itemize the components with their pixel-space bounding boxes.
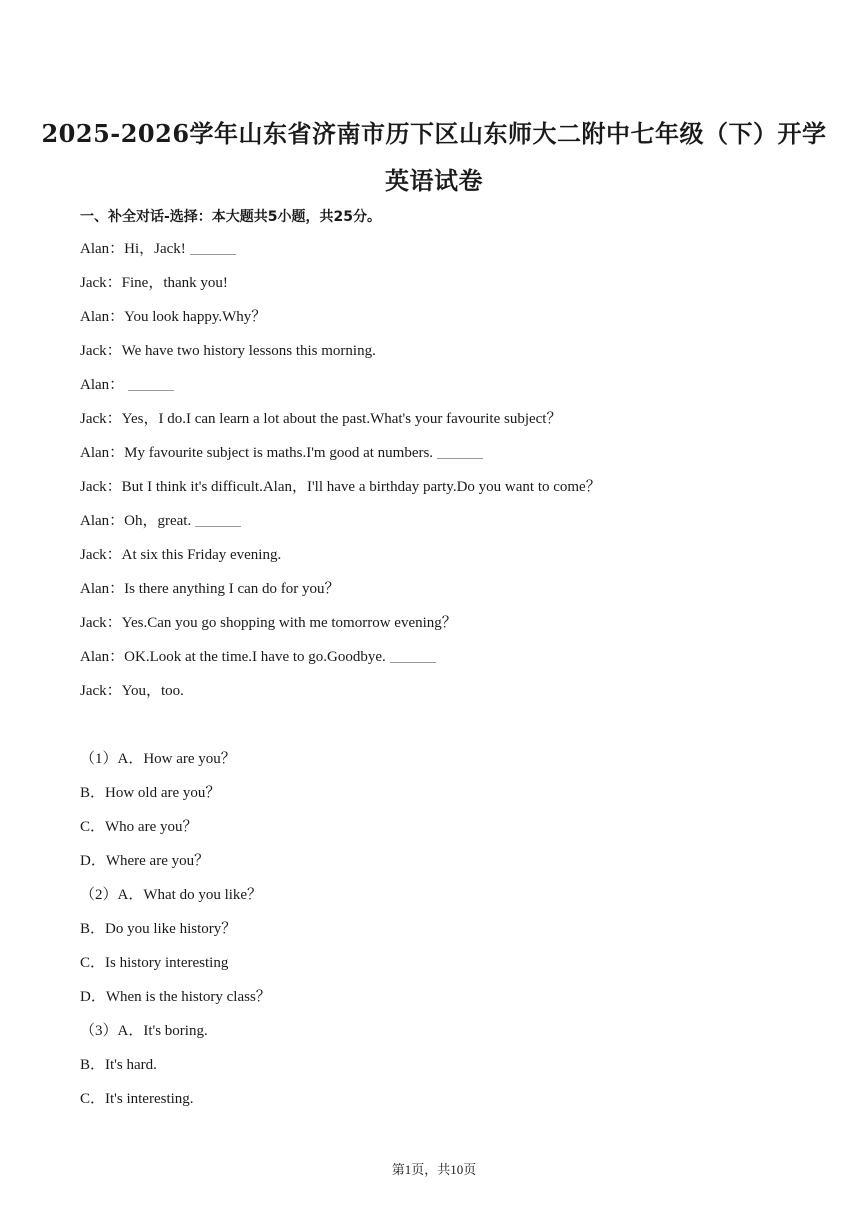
dialogue-line (80, 614, 457, 632)
dialogue-text: Alan：Oh，great. (80, 513, 192, 529)
dialogue-line (80, 410, 561, 428)
dialogue-text: Alan： (80, 377, 125, 393)
dialogue-text: Jack：At six this Friday evening. (80, 547, 282, 563)
dialogue-line (80, 682, 184, 700)
dialogue-line (80, 478, 601, 496)
dialogue-line (80, 580, 340, 598)
dialogue-line (80, 342, 376, 360)
dialogue-text: Alan：My favourite subject is maths.I'm good at numbers. (80, 445, 434, 461)
dialogue-line (80, 376, 174, 394)
dialogue-line (80, 648, 436, 666)
dialogue-line (80, 512, 241, 530)
answer-blank (128, 389, 174, 391)
dialogue-text: Jack：Fine，thank you! (80, 275, 228, 291)
dialogue-text: Alan：Is there anything I can do for you？ (80, 581, 340, 597)
dialogue-text: Jack：You，too. (80, 683, 184, 699)
dialogue-line (80, 274, 228, 292)
option-line: （3）A．It's boring. (80, 1023, 208, 1039)
dialogue-line (80, 546, 281, 564)
option-line: D．Where are you？ (80, 853, 210, 869)
option-line: B．How old are you？ (80, 785, 221, 801)
dialogue-line (80, 444, 483, 462)
dialogue-line (80, 308, 266, 326)
option-line: B．Do you like history？ (80, 921, 237, 937)
dialogue-text: Alan：OK.Look at the time.I have to go.Goodbye. (80, 649, 386, 665)
answer-blank (437, 457, 483, 459)
answer-blank (195, 525, 241, 527)
page-footer: 第1页，共10页 (391, 1162, 477, 1177)
section-1-header: 一、补全对话-选择：本大题共5小题，共25分。 (80, 209, 382, 225)
option-line: C．It's interesting. (80, 1091, 194, 1107)
dialogue-text: Jack：We have two history lessons this morning. (80, 343, 376, 359)
answer-blank (390, 661, 436, 663)
dialogue-text: Alan：You look happy.Why？ (80, 309, 267, 325)
answer-blank (190, 253, 236, 255)
option-line: B．It's hard. (80, 1057, 157, 1073)
option-line: D．When is the history class？ (80, 989, 271, 1005)
dialogue-text: Jack：Yes.Can you go shopping with me tomorrow evening？ (80, 615, 457, 631)
dialogue-line (80, 240, 236, 258)
dialogue-text: Jack：Yes，I do.I can learn a lot about the past.What's your favourite subject？ (80, 411, 562, 427)
exam-title-line-2: 英语试卷 (385, 166, 483, 195)
option-line: C．Who are you？ (80, 819, 198, 835)
option-line: C．Is history interesting (80, 955, 229, 971)
dialogue-text: Alan：Hi，Jack! (80, 241, 186, 257)
option-line: （2）A．What do you like？ (80, 887, 263, 903)
dialogue-text: Jack：But I think it's difficult.Alan，I'll have a birthday party.Do you want to come？ (80, 479, 601, 495)
exam-title-line-1: 2025-2026学年山东省济南市历下区山东师大二附中七年级（下）开学 (41, 119, 827, 148)
option-line: （1）A．How are you？ (80, 751, 236, 767)
